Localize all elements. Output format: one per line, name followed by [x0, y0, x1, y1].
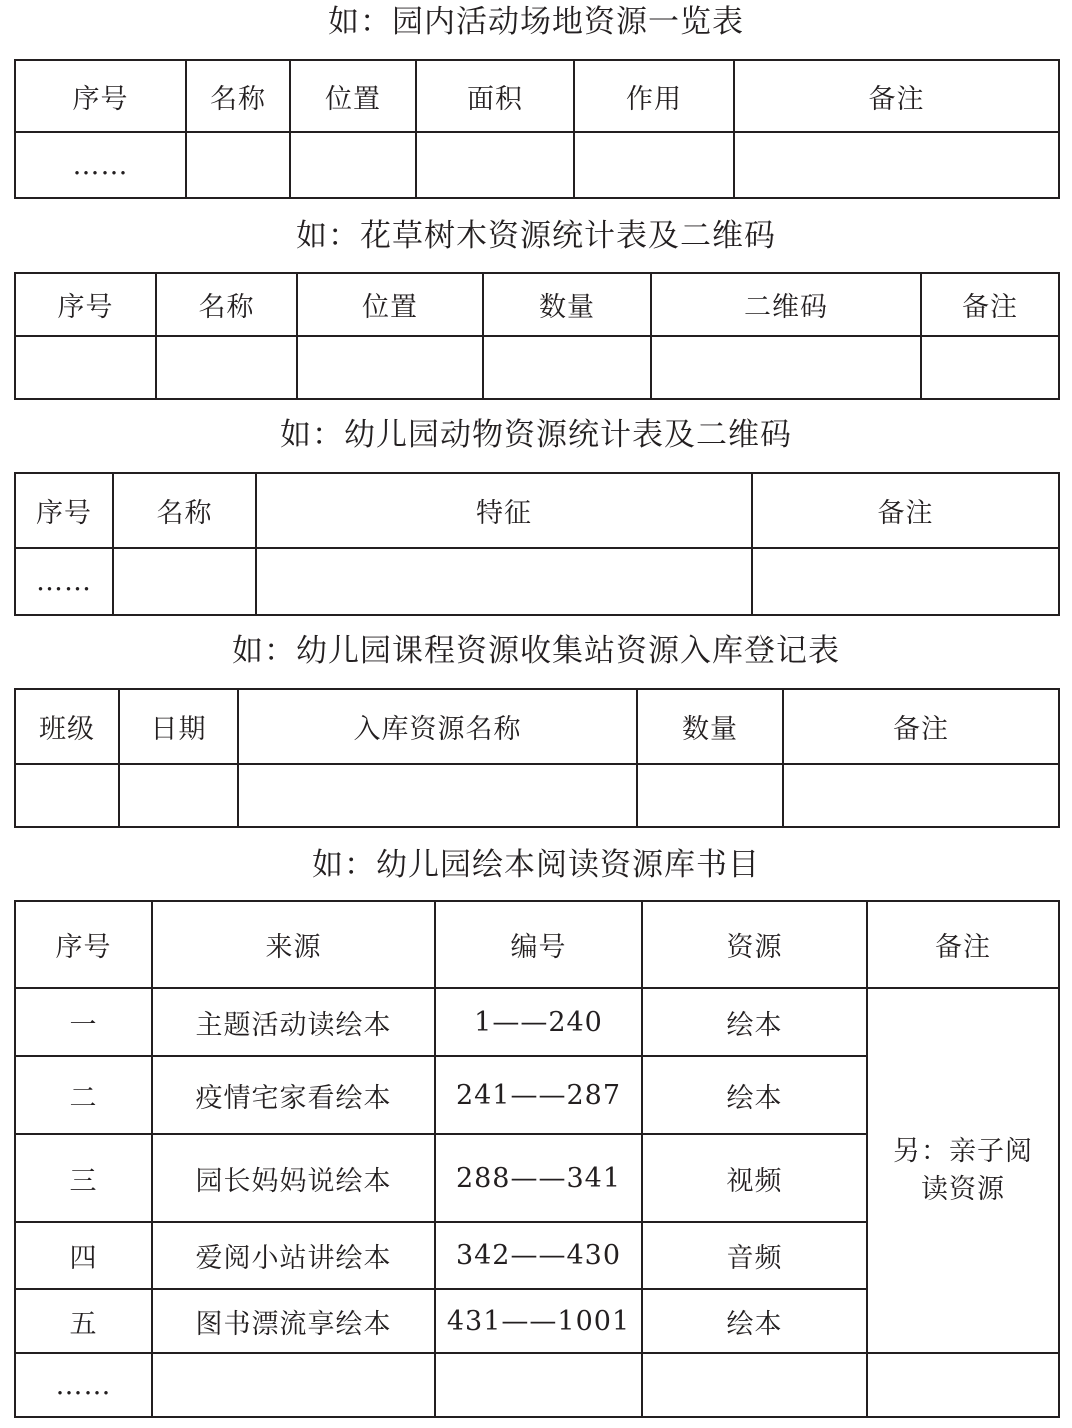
header-cell: 作用	[574, 60, 734, 132]
table-row	[15, 764, 1059, 827]
header-cell: 资源	[642, 901, 867, 988]
table-cell: 主题活动读绘本	[152, 988, 435, 1056]
table-cell: 241——287	[435, 1056, 642, 1134]
table-cell: 疫情宅家看绘本	[152, 1056, 435, 1134]
table-5-picture-book-catalog	[14, 900, 1060, 1418]
table-4-header-row	[15, 689, 1059, 764]
table-cell: 342——430	[435, 1222, 642, 1289]
header-cell: 名称	[156, 273, 297, 336]
table-row	[15, 1353, 1059, 1417]
table-cell: 视频	[642, 1134, 867, 1222]
header-cell: 序号	[15, 473, 113, 548]
header-cell: 备注	[734, 60, 1059, 132]
table-cell	[574, 132, 734, 198]
table-cell	[651, 336, 921, 399]
table-3-animals	[14, 472, 1060, 616]
table-cell	[783, 764, 1059, 827]
header-cell: 班级	[15, 689, 119, 764]
table-1-activity-venues	[14, 59, 1060, 199]
merged-note-line: 读资源	[921, 1173, 1005, 1205]
header-cell: 备注	[867, 901, 1059, 988]
header-cell: 日期	[119, 689, 238, 764]
table-cell	[297, 336, 483, 399]
header-cell: 序号	[15, 901, 152, 988]
table-cell	[416, 132, 574, 198]
table-row	[15, 132, 1059, 198]
table-cell	[867, 1353, 1059, 1417]
table-1-caption: 如：园内活动场地资源一览表	[328, 4, 744, 40]
header-cell: 特征	[256, 473, 752, 548]
table-cell	[483, 336, 651, 399]
table-cell: ……	[15, 132, 186, 198]
table-row	[15, 988, 1059, 1056]
table-cell	[156, 336, 297, 399]
table-cell	[15, 764, 119, 827]
header-cell: 序号	[15, 60, 186, 132]
table-4-resource-registration	[14, 688, 1060, 828]
table-cell: 图书漂流享绘本	[152, 1289, 435, 1353]
header-cell: 编号	[435, 901, 642, 988]
header-cell: 二维码	[651, 273, 921, 336]
table-cell	[637, 764, 783, 827]
table-cell: 1——240	[435, 988, 642, 1056]
header-cell: 备注	[921, 273, 1059, 336]
header-cell: 备注	[783, 689, 1059, 764]
table-cell: 四	[15, 1222, 152, 1289]
table-cell	[642, 1353, 867, 1417]
table-cell	[186, 132, 290, 198]
table-cell: 二	[15, 1056, 152, 1134]
table-cell	[734, 132, 1059, 198]
table-cell: 园长妈妈说绘本	[152, 1134, 435, 1222]
table-cell	[435, 1353, 642, 1417]
table-cell: 绘本	[642, 1289, 867, 1353]
table-3-caption: 如：幼儿园动物资源统计表及二维码	[280, 417, 792, 453]
table-5-header-row	[15, 901, 1059, 988]
table-cell: 五	[15, 1289, 152, 1353]
table-cell	[113, 548, 256, 615]
header-cell: 数量	[483, 273, 651, 336]
table-2-caption: 如：花草树木资源统计表及二维码	[296, 218, 776, 254]
header-cell: 数量	[637, 689, 783, 764]
table-5-caption: 如：幼儿园绘本阅读资源库书目	[312, 847, 760, 883]
header-cell: 入库资源名称	[238, 689, 637, 764]
table-3-header-row	[15, 473, 1059, 548]
table-1-header-row	[15, 60, 1059, 132]
table-cell	[152, 1353, 435, 1417]
header-cell: 面积	[416, 60, 574, 132]
table-cell: 绘本	[642, 1056, 867, 1134]
table-cell	[290, 132, 416, 198]
table-cell	[256, 548, 752, 615]
table-cell	[238, 764, 637, 827]
merged-note-cell	[867, 988, 1059, 1353]
header-cell: 备注	[752, 473, 1059, 548]
merged-note-line: 另：亲子阅	[893, 1135, 1033, 1167]
header-cell: 名称	[186, 60, 290, 132]
header-cell: 位置	[297, 273, 483, 336]
table-row	[15, 548, 1059, 615]
table-cell: ……	[15, 548, 113, 615]
table-4-caption: 如：幼儿园课程资源收集站资源入库登记表	[232, 633, 840, 669]
table-2-plants	[14, 272, 1060, 400]
table-cell	[752, 548, 1059, 615]
table-2-header-row	[15, 273, 1059, 336]
table-cell: 绘本	[642, 988, 867, 1056]
table-cell: 一	[15, 988, 152, 1056]
table-row	[15, 336, 1059, 399]
table-cell: 爱阅小站讲绘本	[152, 1222, 435, 1289]
table-cell	[921, 336, 1059, 399]
header-cell: 名称	[113, 473, 256, 548]
table-cell: 三	[15, 1134, 152, 1222]
table-cell	[119, 764, 238, 827]
table-cell: 288——341	[435, 1134, 642, 1222]
table-cell	[15, 336, 156, 399]
table-cell: 431——1001	[435, 1289, 642, 1353]
table-cell: 音频	[642, 1222, 867, 1289]
header-cell: 位置	[290, 60, 416, 132]
header-cell: 来源	[152, 901, 435, 988]
header-cell: 序号	[15, 273, 156, 336]
table-cell: ……	[15, 1353, 152, 1417]
